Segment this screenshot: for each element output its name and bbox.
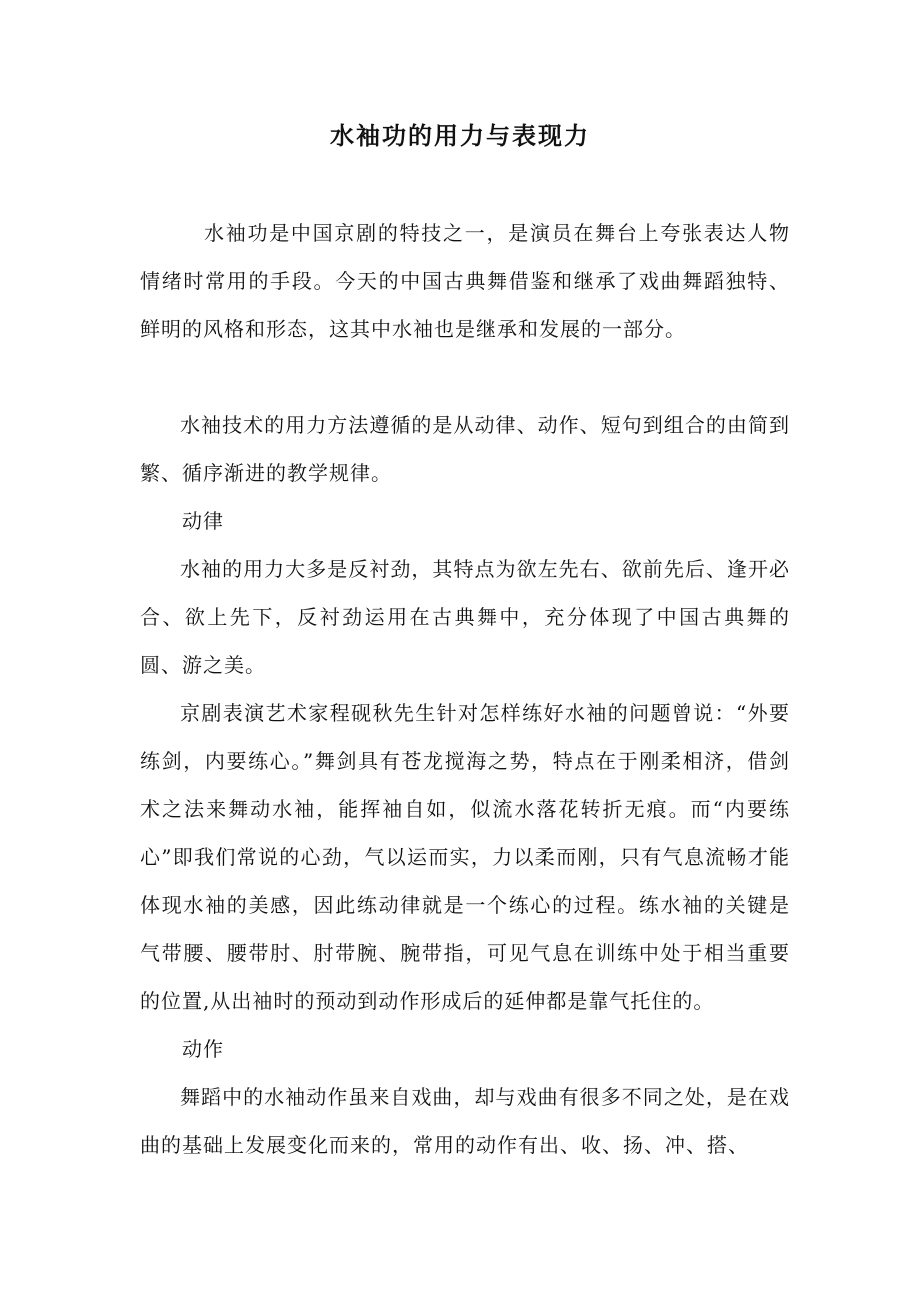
- paragraph-cheng-yanqiu: 京剧表演艺术家程砚秋先生针对怎样练好水袖的问题曾说：“外要练剑，内要练心。”舞剑具有苍龙搅海之势，特点在于刚柔相济，借剑术之法来舞动水袖，能挥袖自如，似流水落花转折无痕。而“内要练心”即我们常说的心劲，气以运而实，力以柔而刚，只有气息流畅才能体现水袖的美感，因此练动律就是一个练心的过程。练水袖的关键是气带腰、腰带肘、肘带腕、腕带指，可见气息在训练中处于相当重要的位置,从出袖时的预动到动作形成后的延伸都是靠气托住的。: [140, 701, 790, 1013]
- paragraph-method: 水袖技术的用力方法遵循的是从动律、动作、短句到组合的由简到繁、循序渐进的教学规律。: [140, 413, 790, 485]
- section-heading-movements: 动作: [182, 1037, 224, 1061]
- paragraph-movements: 舞蹈中的水袖动作虽来自戏曲，却与戏曲有很多不同之处，是在戏曲的基础上发展变化而来的，常用的动作有出、收、扬、冲、搭、: [140, 1085, 790, 1157]
- paragraph-rhythm: 水袖的用力大多是反衬劲，其特点为欲左先右、欲前先后、逢开必合、欲上先下，反衬劲运用在古典舞中，充分体现了中国古典舞的圆、游之美。: [140, 557, 790, 677]
- paragraph-intro: 水袖功是中国京剧的特技之一，是演员在舞台上夸张表达人物情绪时常用的手段。今天的中国古典舞借鉴和继承了戏曲舞蹈独特、鲜明的风格和形态，这其中水袖也是继承和发展的一部分。: [140, 221, 790, 341]
- page-title: 水袖功的用力与表现力: [330, 121, 590, 150]
- section-heading-rhythm: 动律: [182, 509, 224, 533]
